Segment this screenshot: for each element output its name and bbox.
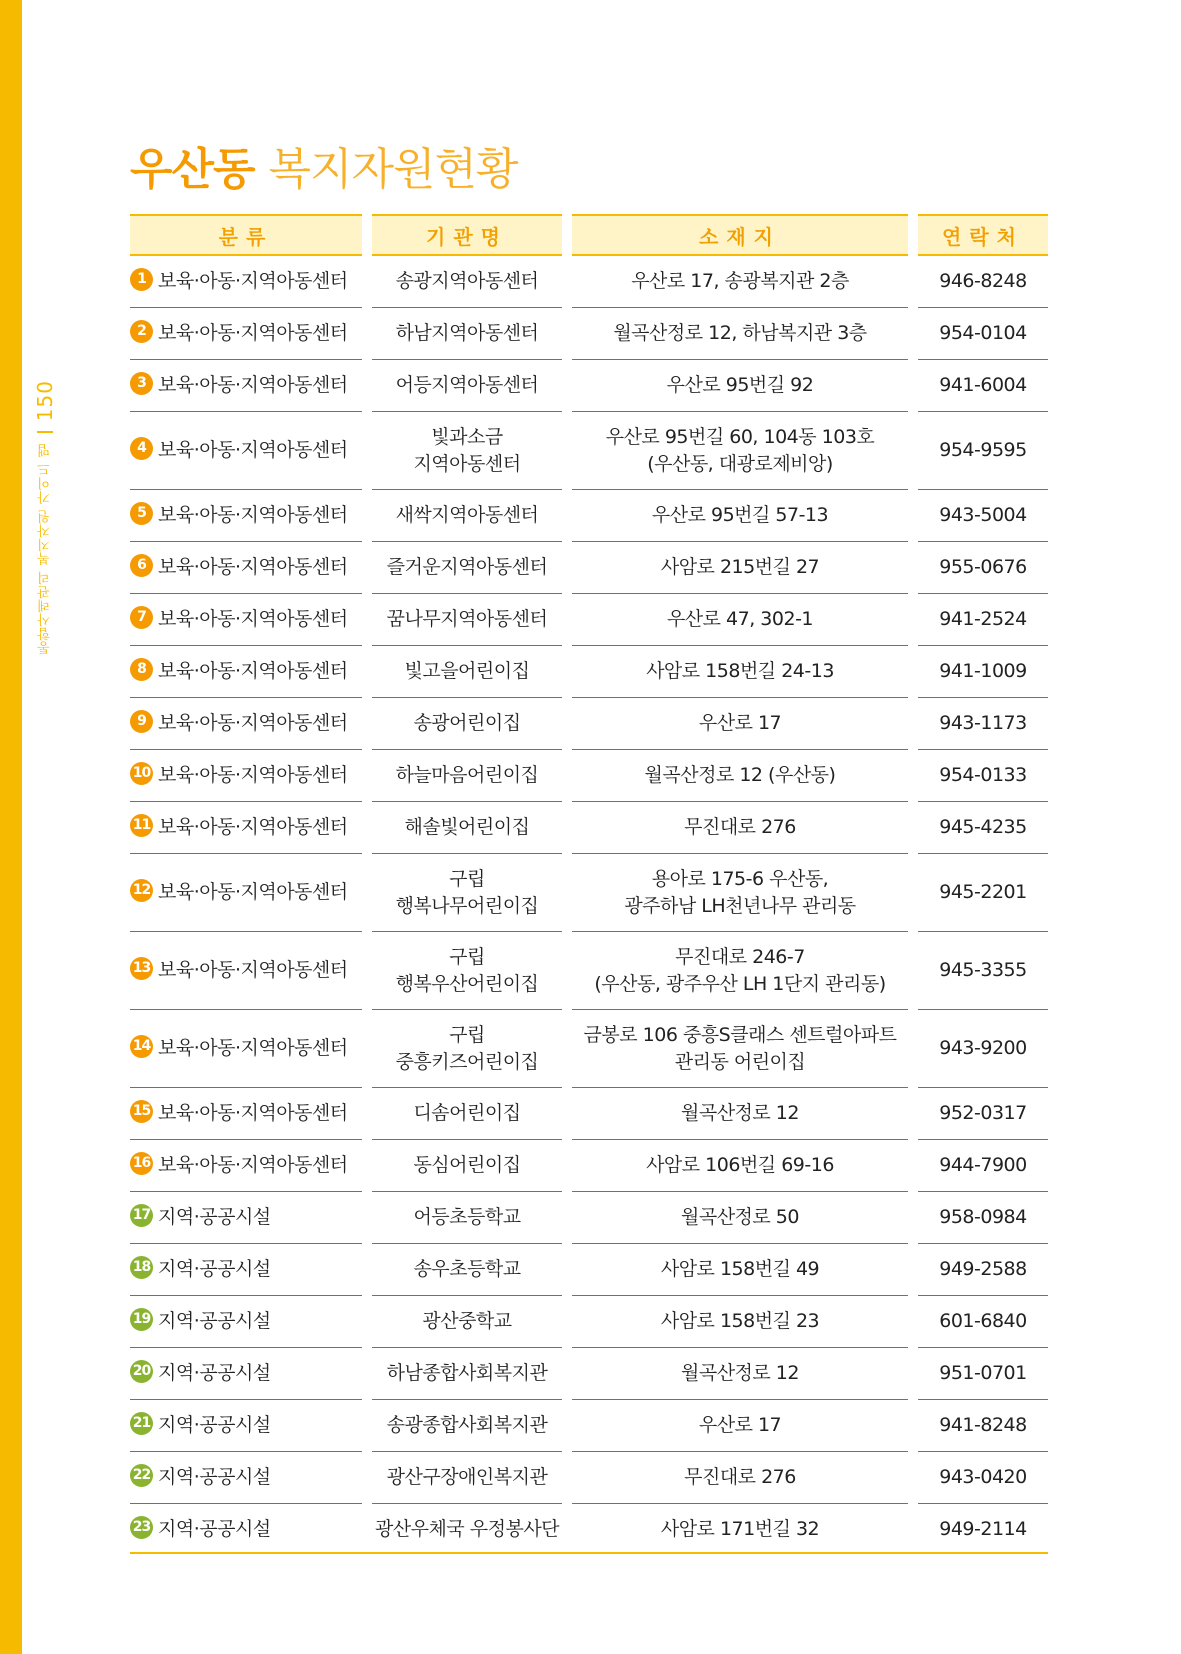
category-label: 보육·아동·지역아동센터: [158, 1037, 348, 1059]
cell-address: [572, 1348, 908, 1400]
address-text: 사암로 158번길 24-13: [646, 660, 834, 682]
row-number-badge: 22: [130, 1464, 153, 1487]
cell-address: [572, 1088, 908, 1140]
page-title: [130, 142, 518, 198]
row-number-badge: 12: [130, 879, 153, 902]
table-row: [130, 698, 1048, 750]
cell-category: [130, 308, 362, 360]
institution-name-line2: 행복나무어린이집: [395, 894, 539, 917]
cell-institution: [372, 490, 562, 542]
cell-phone: 941-6004: [918, 360, 1048, 412]
category-label: 보육·아동·지역아동센터: [158, 1154, 348, 1176]
cell-category: [130, 412, 362, 490]
cell-phone: 946-8248: [918, 256, 1048, 308]
cell-address: [572, 1140, 908, 1192]
cell-institution: [372, 1296, 562, 1348]
cell-category: [130, 1296, 362, 1348]
row-number-badge: 16: [130, 1152, 153, 1175]
header-category: 분류: [130, 214, 362, 256]
cell-institution: [372, 360, 562, 412]
cell-phone: 943-0420: [918, 1452, 1048, 1504]
side-accent-bar: [0, 0, 22, 1654]
address-text: 무진대로 246-7: [675, 945, 805, 968]
category-label: 지역·공공시설: [158, 1414, 271, 1436]
institution-name: 송광종합사회복지관: [386, 1414, 548, 1436]
institution-name: 디솜어린이집: [413, 1102, 521, 1124]
cell-address: [572, 308, 908, 360]
cell-address: [572, 542, 908, 594]
cell-category: [130, 698, 362, 750]
institution-name: 구립: [449, 945, 485, 968]
row-number-badge: 23: [130, 1516, 153, 1539]
cell-phone: 943-9200: [918, 1010, 1048, 1088]
cell-address: [572, 750, 908, 802]
cell-address: [572, 360, 908, 412]
table-row: [130, 1192, 1048, 1244]
institution-name: 새싹지역아동센터: [395, 504, 539, 526]
title-district: 우산동: [130, 144, 255, 195]
table-row: [130, 802, 1048, 854]
row-number-badge: 21: [130, 1412, 153, 1435]
institution-name-line2: 지역아동센터: [413, 452, 521, 475]
cell-address: [572, 490, 908, 542]
cell-category: [130, 854, 362, 932]
cell-address: [572, 646, 908, 698]
cell-phone: 941-1009: [918, 646, 1048, 698]
title-subject: 복지자원현황: [268, 144, 518, 195]
cell-category: [130, 360, 362, 412]
institution-name: 하남종합사회복지관: [386, 1362, 548, 1384]
table-row: [130, 1296, 1048, 1348]
address-text: 사암로 158번길 23: [660, 1310, 820, 1332]
institution-name: 송광어린이집: [413, 712, 521, 734]
cell-category: [130, 802, 362, 854]
category-label: 지역·공공시설: [158, 1466, 271, 1488]
address-text: 사암로 215번길 27: [660, 556, 820, 578]
address-text-line2: 광주하남 LH천년나무 관리동: [624, 894, 856, 917]
row-number-badge: 4: [130, 437, 153, 460]
cell-institution: [372, 1452, 562, 1504]
address-text: 우산로 17: [698, 712, 782, 734]
cell-institution: [372, 802, 562, 854]
address-text: 우산로 95번길 92: [666, 374, 814, 396]
address-text: 우산로 17, 송광복지관 2층: [631, 270, 849, 292]
institution-name: 송광지역아동센터: [395, 270, 539, 292]
cell-phone: 954-0133: [918, 750, 1048, 802]
cell-address: [572, 1244, 908, 1296]
row-number-badge: 19: [130, 1308, 153, 1331]
cell-address: [572, 594, 908, 646]
cell-category: [130, 1192, 362, 1244]
cell-institution: [372, 1400, 562, 1452]
table-row: [130, 1452, 1048, 1504]
category-label: 보육·아동·지역아동센터: [158, 608, 348, 630]
address-text-line2: (우산동, 광주우산 LH 1단지 관리동): [594, 972, 886, 995]
cell-address: [572, 256, 908, 308]
institution-name: 즐거운지역아동센터: [386, 556, 548, 578]
category-label: 지역·공공시설: [158, 1310, 271, 1332]
header-institution: 기관명: [372, 214, 562, 256]
category-label: 보육·아동·지역아동센터: [158, 1102, 348, 1124]
category-label: 지역·공공시설: [158, 1518, 271, 1540]
cell-institution: [372, 1504, 562, 1555]
cell-address: [572, 412, 908, 490]
cell-institution: [372, 646, 562, 698]
cell-category: [130, 542, 362, 594]
cell-address: [572, 1296, 908, 1348]
cell-institution: [372, 1244, 562, 1296]
category-label: 지역·공공시설: [158, 1206, 271, 1228]
row-number-badge: 15: [130, 1100, 153, 1123]
cell-phone: 955-0676: [918, 542, 1048, 594]
address-text: 월곡산정로 12 (우산동): [644, 764, 836, 786]
table-header-row: [130, 214, 1048, 256]
address-text: 사암로 171번길 32: [660, 1518, 820, 1540]
cell-address: [572, 1400, 908, 1452]
cell-phone: 943-5004: [918, 490, 1048, 542]
category-label: 보육·아동·지역아동센터: [158, 270, 348, 292]
category-label: 보육·아동·지역아동센터: [158, 504, 348, 526]
row-number-badge: 10: [130, 762, 153, 785]
institution-name: 하늘마음어린이집: [395, 764, 539, 786]
cell-institution: [372, 256, 562, 308]
table-row: [130, 360, 1048, 412]
category-label: 지역·공공시설: [158, 1258, 271, 1280]
institution-name-line2: 중흥키즈어린이집: [395, 1050, 539, 1073]
table-row: [130, 594, 1048, 646]
cell-category: [130, 1140, 362, 1192]
institution-name: 하남지역아동센터: [395, 322, 539, 344]
institution-name: 광산구장애인복지관: [386, 1466, 548, 1488]
cell-category: [130, 646, 362, 698]
cell-phone: 954-9595: [918, 412, 1048, 490]
cell-institution: [372, 698, 562, 750]
address-text: 월곡산정로 12: [681, 1362, 799, 1384]
table-row: [130, 646, 1048, 698]
address-text: 사암로 158번길 49: [660, 1258, 820, 1280]
category-label: 보육·아동·지역아동센터: [158, 439, 348, 461]
cell-category: [130, 932, 362, 1010]
institution-name: 광산우체국 우정봉사단: [374, 1518, 560, 1540]
cell-address: [572, 1452, 908, 1504]
cell-institution: [372, 1348, 562, 1400]
table-row: [130, 412, 1048, 490]
cell-phone: 601-6840: [918, 1296, 1048, 1348]
cell-institution: [372, 932, 562, 1010]
table-row: [130, 308, 1048, 360]
category-label: 보육·아동·지역아동센터: [158, 959, 348, 981]
table-row: [130, 1140, 1048, 1192]
cell-phone: 952-0317: [918, 1088, 1048, 1140]
cell-phone: 954-0104: [918, 308, 1048, 360]
address-text-line2: (우산동, 대광로제비앙): [647, 452, 833, 475]
cell-category: [130, 750, 362, 802]
row-number-badge: 11: [130, 814, 153, 837]
table-row: [130, 256, 1048, 308]
row-number-badge: 20: [130, 1360, 153, 1383]
cell-category: [130, 256, 362, 308]
cell-phone: 945-3355: [918, 932, 1048, 1010]
cell-institution: [372, 308, 562, 360]
address-text: 우산로 95번길 60, 104동 103호: [605, 425, 875, 448]
row-number-badge: 14: [130, 1035, 153, 1058]
cell-phone: 941-8248: [918, 1400, 1048, 1452]
cell-phone: 941-2524: [918, 594, 1048, 646]
cell-address: [572, 932, 908, 1010]
cell-address: [572, 802, 908, 854]
guide-label: 통합사례관리 복지자원 가이드 맵: [37, 443, 53, 655]
row-number-badge: 6: [130, 554, 153, 577]
row-number-badge: 2: [130, 320, 153, 343]
institution-name: 구립: [449, 1023, 485, 1046]
cell-address: [572, 1010, 908, 1088]
institution-name: 송우초등학교: [413, 1258, 521, 1280]
row-number-badge: 1: [130, 268, 153, 291]
address-text-line2: 관리동 어린이집: [674, 1050, 806, 1073]
row-number-badge: 9: [130, 710, 153, 733]
institution-name: 빛고을어린이집: [404, 660, 530, 682]
cell-institution: [372, 594, 562, 646]
cell-phone: 949-2114: [939, 1518, 1027, 1540]
table-row: [130, 490, 1048, 542]
row-number-badge: 3: [130, 372, 153, 395]
table-row: [130, 1088, 1048, 1140]
cell-category: [130, 1400, 362, 1452]
cell-institution: [372, 412, 562, 490]
row-number-badge: 5: [130, 502, 153, 525]
institution-name-line2: 행복우산어린이집: [395, 972, 539, 995]
table-row: [130, 1400, 1048, 1452]
category-label: 보육·아동·지역아동센터: [158, 660, 348, 682]
address-text: 무진대로 276: [684, 816, 796, 838]
cell-institution: [372, 542, 562, 594]
address-text: 우산로 47, 302-1: [666, 608, 814, 630]
institution-name: 어등지역아동센터: [395, 374, 539, 396]
cell-institution: [372, 854, 562, 932]
cell-category: [130, 490, 362, 542]
cell-category: [130, 1452, 362, 1504]
table-row: [130, 1010, 1048, 1088]
row-number-badge: 8: [130, 658, 153, 681]
row-number-badge: 18: [130, 1256, 153, 1279]
category-label: 보육·아동·지역아동센터: [158, 816, 348, 838]
address-text: 금봉로 106 중흥S클래스 센트럴아파트: [583, 1023, 897, 1046]
cell-category: [130, 1504, 362, 1555]
cell-category: [130, 1348, 362, 1400]
institution-name: 구립: [449, 867, 485, 890]
cell-phone: 943-1173: [918, 698, 1048, 750]
category-label: 보육·아동·지역아동센터: [158, 881, 348, 903]
cell-category: [130, 594, 362, 646]
cell-address: [572, 1192, 908, 1244]
table-bottom-rule: [130, 1552, 1048, 1554]
address-text: 우산로 95번길 57-13: [651, 504, 829, 526]
institution-name: 어등초등학교: [413, 1206, 521, 1228]
header-address: 소재지: [572, 214, 908, 256]
table-row: [130, 750, 1048, 802]
cell-category: [130, 1010, 362, 1088]
side-margin-label: [20, 380, 70, 700]
resources-table: [120, 214, 1058, 1555]
address-text: 용아로 175-6 우산동,: [651, 867, 829, 890]
cell-address: [572, 698, 908, 750]
table-row: [130, 932, 1048, 1010]
side-divider: [37, 431, 53, 433]
table-row: [130, 1348, 1048, 1400]
cell-category: [130, 1088, 362, 1140]
cell-institution: [372, 1192, 562, 1244]
institution-name: 동심어린이집: [413, 1154, 521, 1176]
address-text: 사암로 106번길 69-16: [646, 1154, 834, 1176]
cell-phone: 949-2588: [918, 1244, 1048, 1296]
page-number: 150: [33, 380, 57, 422]
cell-institution: [372, 1088, 562, 1140]
cell-category: [130, 1244, 362, 1296]
row-number-badge: 7: [130, 606, 153, 629]
institution-name: 광산중학교: [422, 1310, 512, 1332]
cell-phone: 951-0701: [918, 1348, 1048, 1400]
cell-phone: 944-7900: [918, 1140, 1048, 1192]
cell-institution: [372, 1010, 562, 1088]
institution-name: 빛과소금: [431, 425, 503, 448]
category-label: 보육·아동·지역아동센터: [158, 322, 348, 344]
table-row: [130, 542, 1048, 594]
cell-address: [572, 1504, 908, 1555]
institution-name: 꿈나무지역아동센터: [386, 608, 548, 630]
table-row: [130, 1504, 1048, 1555]
category-label: 보육·아동·지역아동센터: [158, 374, 348, 396]
address-text: 월곡산정로 50: [681, 1206, 799, 1228]
category-label: 보육·아동·지역아동센터: [158, 764, 348, 786]
row-number-badge: 17: [130, 1204, 153, 1227]
address-text: 월곡산정로 12, 하남복지관 3층: [613, 322, 867, 344]
category-label: 지역·공공시설: [158, 1362, 271, 1384]
category-label: 보육·아동·지역아동센터: [158, 712, 348, 734]
category-label: 보육·아동·지역아동센터: [158, 556, 348, 578]
cell-institution: [372, 750, 562, 802]
cell-institution: [372, 1140, 562, 1192]
table-row: [130, 854, 1048, 932]
address-text: 무진대로 276: [684, 1466, 796, 1488]
cell-phone: 945-4235: [918, 802, 1048, 854]
row-number-badge: 13: [130, 957, 153, 980]
cell-phone: 945-2201: [918, 854, 1048, 932]
cell-address: [572, 854, 908, 932]
cell-phone: 958-0984: [918, 1192, 1048, 1244]
header-phone: 연락처: [918, 214, 1048, 256]
table-row: [130, 1244, 1048, 1296]
address-text: 월곡산정로 12: [681, 1102, 799, 1124]
institution-name: 해솔빛어린이집: [404, 816, 530, 838]
address-text: 우산로 17: [698, 1414, 782, 1436]
